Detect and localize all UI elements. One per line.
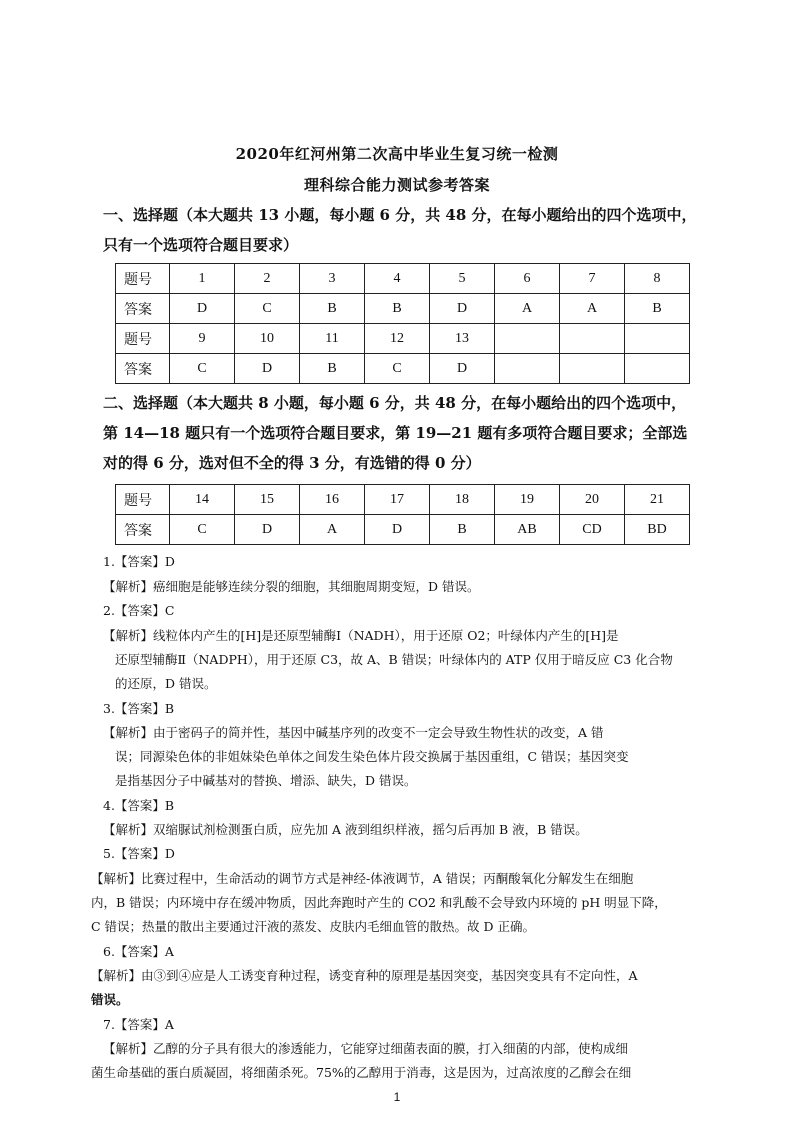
answer-cell: D xyxy=(430,354,495,384)
analysis-line: 【解析】比赛过程中，生命活动的调节方式是神经-体液调节，A 错误；丙酮酸氧化分解发生在细胞 xyxy=(91,871,634,886)
section-one-heading xyxy=(103,200,703,260)
empty-cell xyxy=(560,324,625,354)
header-label-cell: 题号 xyxy=(116,264,170,294)
answer-cell: AB xyxy=(495,515,560,545)
number-cell: 3 xyxy=(300,264,365,294)
number-cell: 18 xyxy=(430,485,495,515)
section-two-line-1: 二、选择题（本大题共 8 小题，每小题 6 分，共 48 分，在每小题给出的四个选项中， xyxy=(103,394,687,412)
section-two-line-2: 第 14—18 题只有一个选项符合题目要求，第 19—21 题有多项符合题目要求；全部选 xyxy=(103,424,688,442)
analysis-line: 的还原，D 错误。 xyxy=(115,676,217,691)
table-row xyxy=(116,294,690,324)
section-two-line-3: 对的得 6 分，选对但不全的得 3 分，有选错的得 0 分） xyxy=(103,454,481,472)
number-cell: 14 xyxy=(170,485,235,515)
answer-line-1: 1.【答案】D xyxy=(103,554,175,569)
answer-cell: D xyxy=(170,294,235,324)
answer-label-cell: 答案 xyxy=(116,515,170,545)
table-row xyxy=(116,264,690,294)
number-cell: 5 xyxy=(430,264,495,294)
number-cell: 10 xyxy=(235,324,300,354)
number-cell: 9 xyxy=(170,324,235,354)
answer-line-4: 4.【答案】B xyxy=(103,798,175,813)
analysis-line: 是指基因分子中碱基对的替换、增添、缺失，D 错误。 xyxy=(115,773,417,788)
answer-cell: B xyxy=(365,294,430,324)
document-subtitle: 理科综合能力测试参考答案 xyxy=(303,176,490,194)
analysis-line: 【解析】由③到④应是人工诱变育种过程，诱变育种的原理是基因突变，基因突变具有不定向性，A xyxy=(91,968,638,983)
analysis-line: 【解析】线粒体内产生的[H]是还原型辅酶Ⅰ（NADH），用于还原 O2；叶绿体内产生的[H]是 xyxy=(103,628,619,643)
analysis-line: 还原型辅酶Ⅱ（NADPH），用于还原 C3，故 A、B 错误；叶绿体内的 ATP 仅用于暗反应 C3 化合物 xyxy=(115,652,673,667)
table-row xyxy=(116,485,690,515)
answer-cell: C xyxy=(170,515,235,545)
analysis-line: C 错误；热量的散出主要通过汗液的蒸发、皮肤内毛细血管的散热。故 D 正确。 xyxy=(91,919,536,934)
empty-cell xyxy=(560,354,625,384)
number-cell: 15 xyxy=(235,485,300,515)
empty-cell xyxy=(625,354,690,384)
analysis-line: 内，B 错误；内环境中存在缓冲物质，因此奔跑时产生的 CO2 和乳酸不会导致内环境的 pH 明显下降， xyxy=(91,895,667,910)
page-number: 1 xyxy=(393,1090,401,1104)
answer-cell: D xyxy=(430,294,495,324)
number-cell: 20 xyxy=(560,485,625,515)
answer-cell: A xyxy=(300,515,365,545)
answer-cell: C xyxy=(365,354,430,384)
number-cell: 12 xyxy=(365,324,430,354)
empty-cell xyxy=(625,324,690,354)
analysis-line: 误；同源染色体的非姐妹染色单体之间发生染色体片段交换属于基因重组，C 错误；基因突变 xyxy=(115,749,629,764)
table-row xyxy=(116,515,690,545)
answer-table-1 xyxy=(115,263,690,384)
section-one-line-2: 只有一个选项符合题目要求） xyxy=(103,236,299,254)
answer-line-7: 7.【答案】A xyxy=(103,1017,174,1032)
answer-cell: B xyxy=(625,294,690,324)
number-cell: 19 xyxy=(495,485,560,515)
table-row xyxy=(116,324,690,354)
answer-label-cell: 答案 xyxy=(116,354,170,384)
answer-line-5: 5.【答案】D xyxy=(103,846,175,861)
answer-cell: C xyxy=(235,294,300,324)
answer-cell: D xyxy=(235,515,300,545)
analysis-line: 【解析】癌细胞是能够连续分裂的细胞，其细胞周期变短，D 错误。 xyxy=(103,579,480,594)
number-cell: 16 xyxy=(300,485,365,515)
answer-cell: B xyxy=(430,515,495,545)
number-cell: 6 xyxy=(495,264,560,294)
answer-cell: A xyxy=(560,294,625,324)
document-title: 2020年红河州第二次高中毕业生复习统一检测 xyxy=(235,145,559,163)
analysis-line: 【解析】乙醇的分子具有很大的渗透能力，它能穿过细菌表面的膜，打入细菌的内部，使构成细 xyxy=(103,1041,629,1056)
number-cell: 11 xyxy=(300,324,365,354)
answer-cell: B xyxy=(300,294,365,324)
number-cell: 4 xyxy=(365,264,430,294)
answer-cell: D xyxy=(235,354,300,384)
number-cell: 1 xyxy=(170,264,235,294)
analysis-line: 【解析】双缩脲试剂检测蛋白质，应先加 A 液到组织样液，摇匀后再加 B 液，B 错误。 xyxy=(103,822,588,837)
answer-line-3: 3.【答案】B xyxy=(103,701,175,716)
answer-cell: B xyxy=(300,354,365,384)
empty-cell xyxy=(495,324,560,354)
header-label-cell: 题号 xyxy=(116,324,170,354)
analysis-line: 菌生命基础的蛋白质凝固，将细菌杀死。75%的乙醇用于消毒，这是因为，过高浓度的乙醇会在细 xyxy=(91,1065,632,1080)
answer-cell: C xyxy=(170,354,235,384)
number-cell: 21 xyxy=(625,485,690,515)
answer-cell: BD xyxy=(625,515,690,545)
number-cell: 2 xyxy=(235,264,300,294)
header-label-cell: 题号 xyxy=(116,485,170,515)
answer-cell: A xyxy=(495,294,560,324)
answer-line-6: 6.【答案】A xyxy=(103,944,174,959)
section-one-line-1: 一、选择题（本大题共 13 小题，每小题 6 分，共 48 分，在每小题给出的四个选项中， xyxy=(103,206,697,224)
number-cell: 7 xyxy=(560,264,625,294)
section-two-heading xyxy=(103,388,703,478)
answer-cell: CD xyxy=(560,515,625,545)
answer-table-2 xyxy=(115,484,690,545)
number-cell: 8 xyxy=(625,264,690,294)
empty-cell xyxy=(495,354,560,384)
analysis-line: 错误。 xyxy=(91,992,129,1007)
number-cell: 13 xyxy=(430,324,495,354)
answer-cell: D xyxy=(365,515,430,545)
table-row xyxy=(116,354,690,384)
answer-line-2: 2.【答案】C xyxy=(103,603,175,618)
answer-label-cell: 答案 xyxy=(116,294,170,324)
analysis-line: 【解析】由于密码子的简并性，基因中碱基序列的改变不一定会导致生物性状的改变，A 错 xyxy=(103,725,604,740)
number-cell: 17 xyxy=(365,485,430,515)
